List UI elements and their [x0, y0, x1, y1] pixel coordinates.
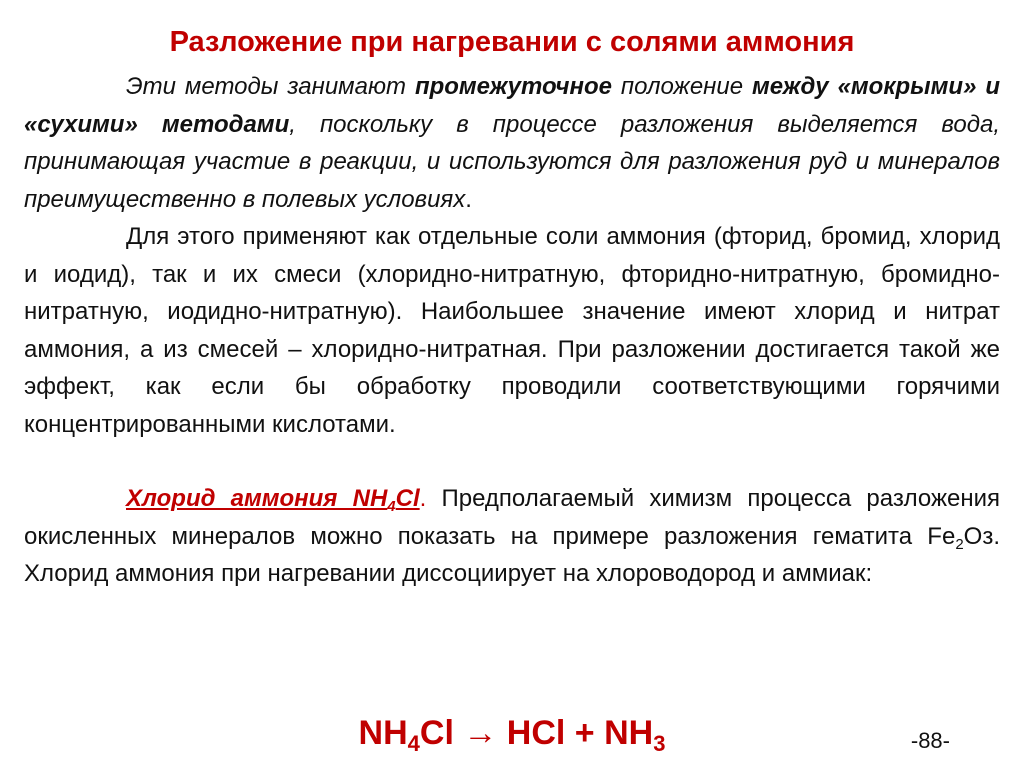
paragraph-intro: [24, 68, 1000, 218]
paragraph-intro-bold-1: промежуточное: [414, 73, 612, 100]
heading-text-a: Хлорид аммония NH: [126, 485, 388, 512]
ammonium-chloride-heading: [126, 485, 420, 515]
equation-part-2: Cl: [419, 714, 464, 752]
paragraph-intro-text-3: , поскольку в процессе разложения выделяется вода, принимающая участие в реакции, и используются для разложения руд и минералов преимущественно в полевых условиях: [24, 110, 1000, 213]
paragraph-text-1: Предполагаемый химизм процесса разложения окисленных минералов можно показать на примере разложения гематита Fe: [24, 485, 1000, 550]
paragraph-intro-text-1: Эти методы занимают: [126, 73, 415, 100]
equation-subscript-2: 3: [653, 731, 666, 756]
paragraph-ammonium-chloride: [24, 480, 1000, 593]
heading-dot: .: [419, 485, 427, 512]
reaction-equation: [0, 712, 1024, 754]
page-number: -88-: [910, 728, 950, 753]
slide-title: Разложение при нагревании с солями аммония: [169, 26, 855, 58]
paragraph-text-2: Oз. Хлорид аммония при нагревании диссоциирует на хлороводород и аммиак:: [24, 522, 1000, 587]
paragraph-salts: Для этого применяют как отдельные соли аммония (фторид, бромид, хлорид и иодид), так и их смеси (хлоридно-нитратную, фторидно-нитратную, бромидно-нитратную, иодидно-нитратную). Наибольшее значение имеют хлорид и нитрат аммония, а из смесей – хлоридно-нитратная. При разложении достигается такой же эффект, как если бы обработку проводили соответствующими горячими концентрированными кислотами.: [24, 223, 1000, 438]
fe-subscript: 2: [955, 535, 964, 553]
paragraph-intro-period: .: [465, 185, 472, 213]
equation-part-3: HCl + NH: [497, 714, 654, 752]
arrow-icon: →: [463, 714, 498, 752]
paragraph-intro-text-2: положение: [612, 73, 752, 100]
equation-subscript-1: 4: [407, 731, 420, 756]
heading-subscript: 4: [387, 498, 396, 515]
paragraph-intro-bold-2: между «мокрыми» и «сухими» методами: [24, 73, 1000, 138]
equation-part-1: NH: [358, 714, 408, 752]
heading-text-b: Cl: [395, 485, 420, 512]
body-text: [24, 68, 1000, 593]
